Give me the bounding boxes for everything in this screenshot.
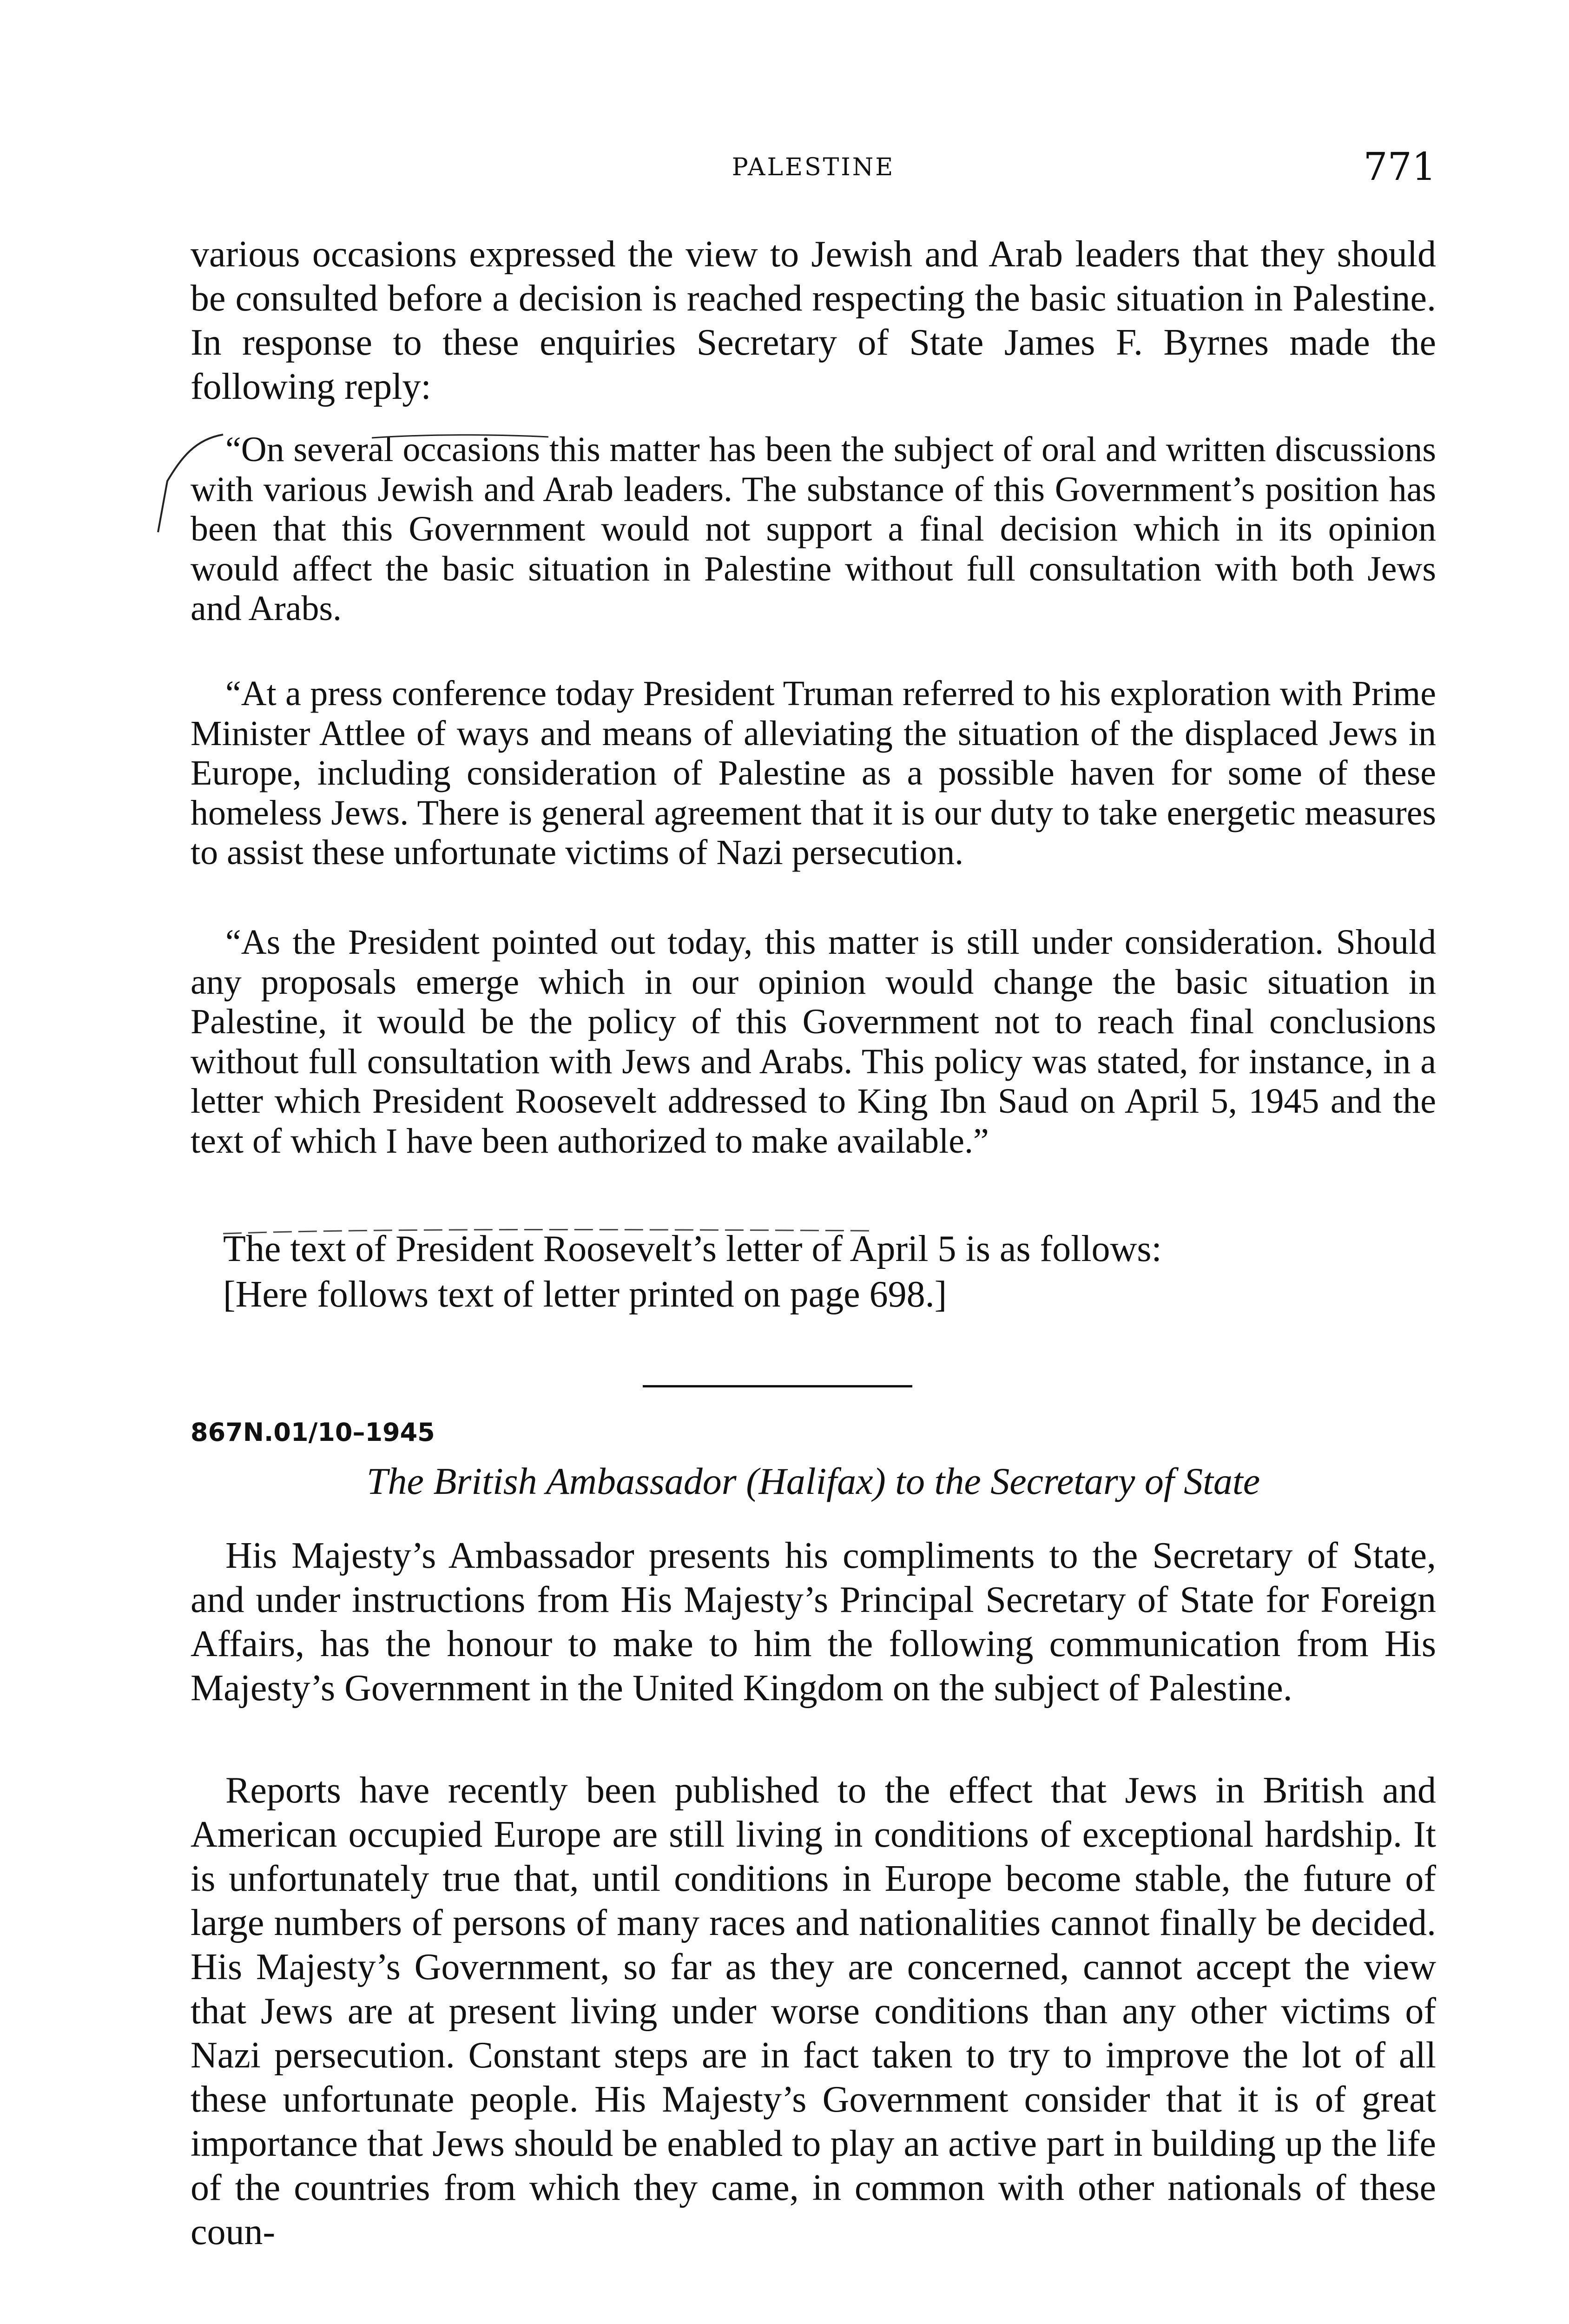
ambassador-paragraph-2: Reports have recently been published to the effect that Jews in British and American occupied Europe are still living in conditions of exceptional hardship. It is unfortunately true that, until conditions in Europe become stable, the future of large numbers of persons of many races and nationalities cannot finally be decided. His Majesty’s Government, so far as they are concerned, cannot accept the view that Jews are at present living under worse conditions than any other victims of Nazi persecution. Constant steps are in fact taken to try to improve the lot of all these unfortunate people. His Majesty’s Government consider that it is of great importance that Jews should be enabled to play an active part in building up the life of the countries from which they came, in common with other nationals of these coun-: [191, 1770, 1436, 2252]
page-header: [191, 145, 1436, 195]
letter-intro: The text of President Roosevelt’s letter of April 5 is as follows:: [223, 1228, 1162, 1269]
document-title: The British Ambassador (Halifax) to the Secretary of State: [366, 1460, 1260, 1502]
ambassador-paragraph-1: His Majesty’s Ambassador presents his compliments to the Secretary of State, and under instructions from His Majesty’s Principal Secretary of State for Foreign Affairs, has the honour to make to him the following communication from His Majesty’s Government in the United Kingdom on the subject of Palestine.: [191, 1535, 1436, 1709]
quote-paragraph-3: “As the President pointed out today, this matter is still under consideration. Should any proposals emerge which in our opinion would change the basic situation in Palestine, it would be the policy of this Government not to reach final conclusions without full consultation with Jews and Arabs. This policy was stated, for instance, in a letter which President Roosevelt addressed to King Ibn Saud on April 5, 1945 and the text of which I have been authorized to make available.”: [191, 923, 1436, 1161]
quote-paragraph-1: “On several occasions this matter has been the subject of oral and written discussions with various Jewish and Arab leaders. The substance of this Government’s position has been that this Government would not support a final decision which in its opinion would affect the basic situation in Palestine without full consultation with both Jews and Arabs.: [191, 430, 1436, 628]
page-number: 771: [1363, 145, 1436, 189]
section-divider: [643, 1385, 912, 1387]
file-number: 867N.01/10–1945: [191, 1418, 435, 1447]
editorial-note: [Here follows text of letter printed on page 698.]: [223, 1274, 947, 1315]
quote-paragraph-2: “At a press conference today President Truman referred to his exploration with Prime Minister Attlee of ways and means of alleviating the situation of the displaced Jews in Europe, including consideration of Palestine as a possible haven for some of these homeless Jews. There is general agreement that it is our duty to take energetic measures to assist these unfortunate victims of Nazi persecution.: [191, 674, 1436, 872]
running-head: PALESTINE: [732, 153, 895, 181]
intro-paragraph: various occasions expressed the view to Jewish and Arab leaders that they should be consulted before a decision is reached respecting the basic situation in Palestine. In response to these enquiries Secretary of State James F. Byrnes made the following reply:: [191, 234, 1436, 407]
